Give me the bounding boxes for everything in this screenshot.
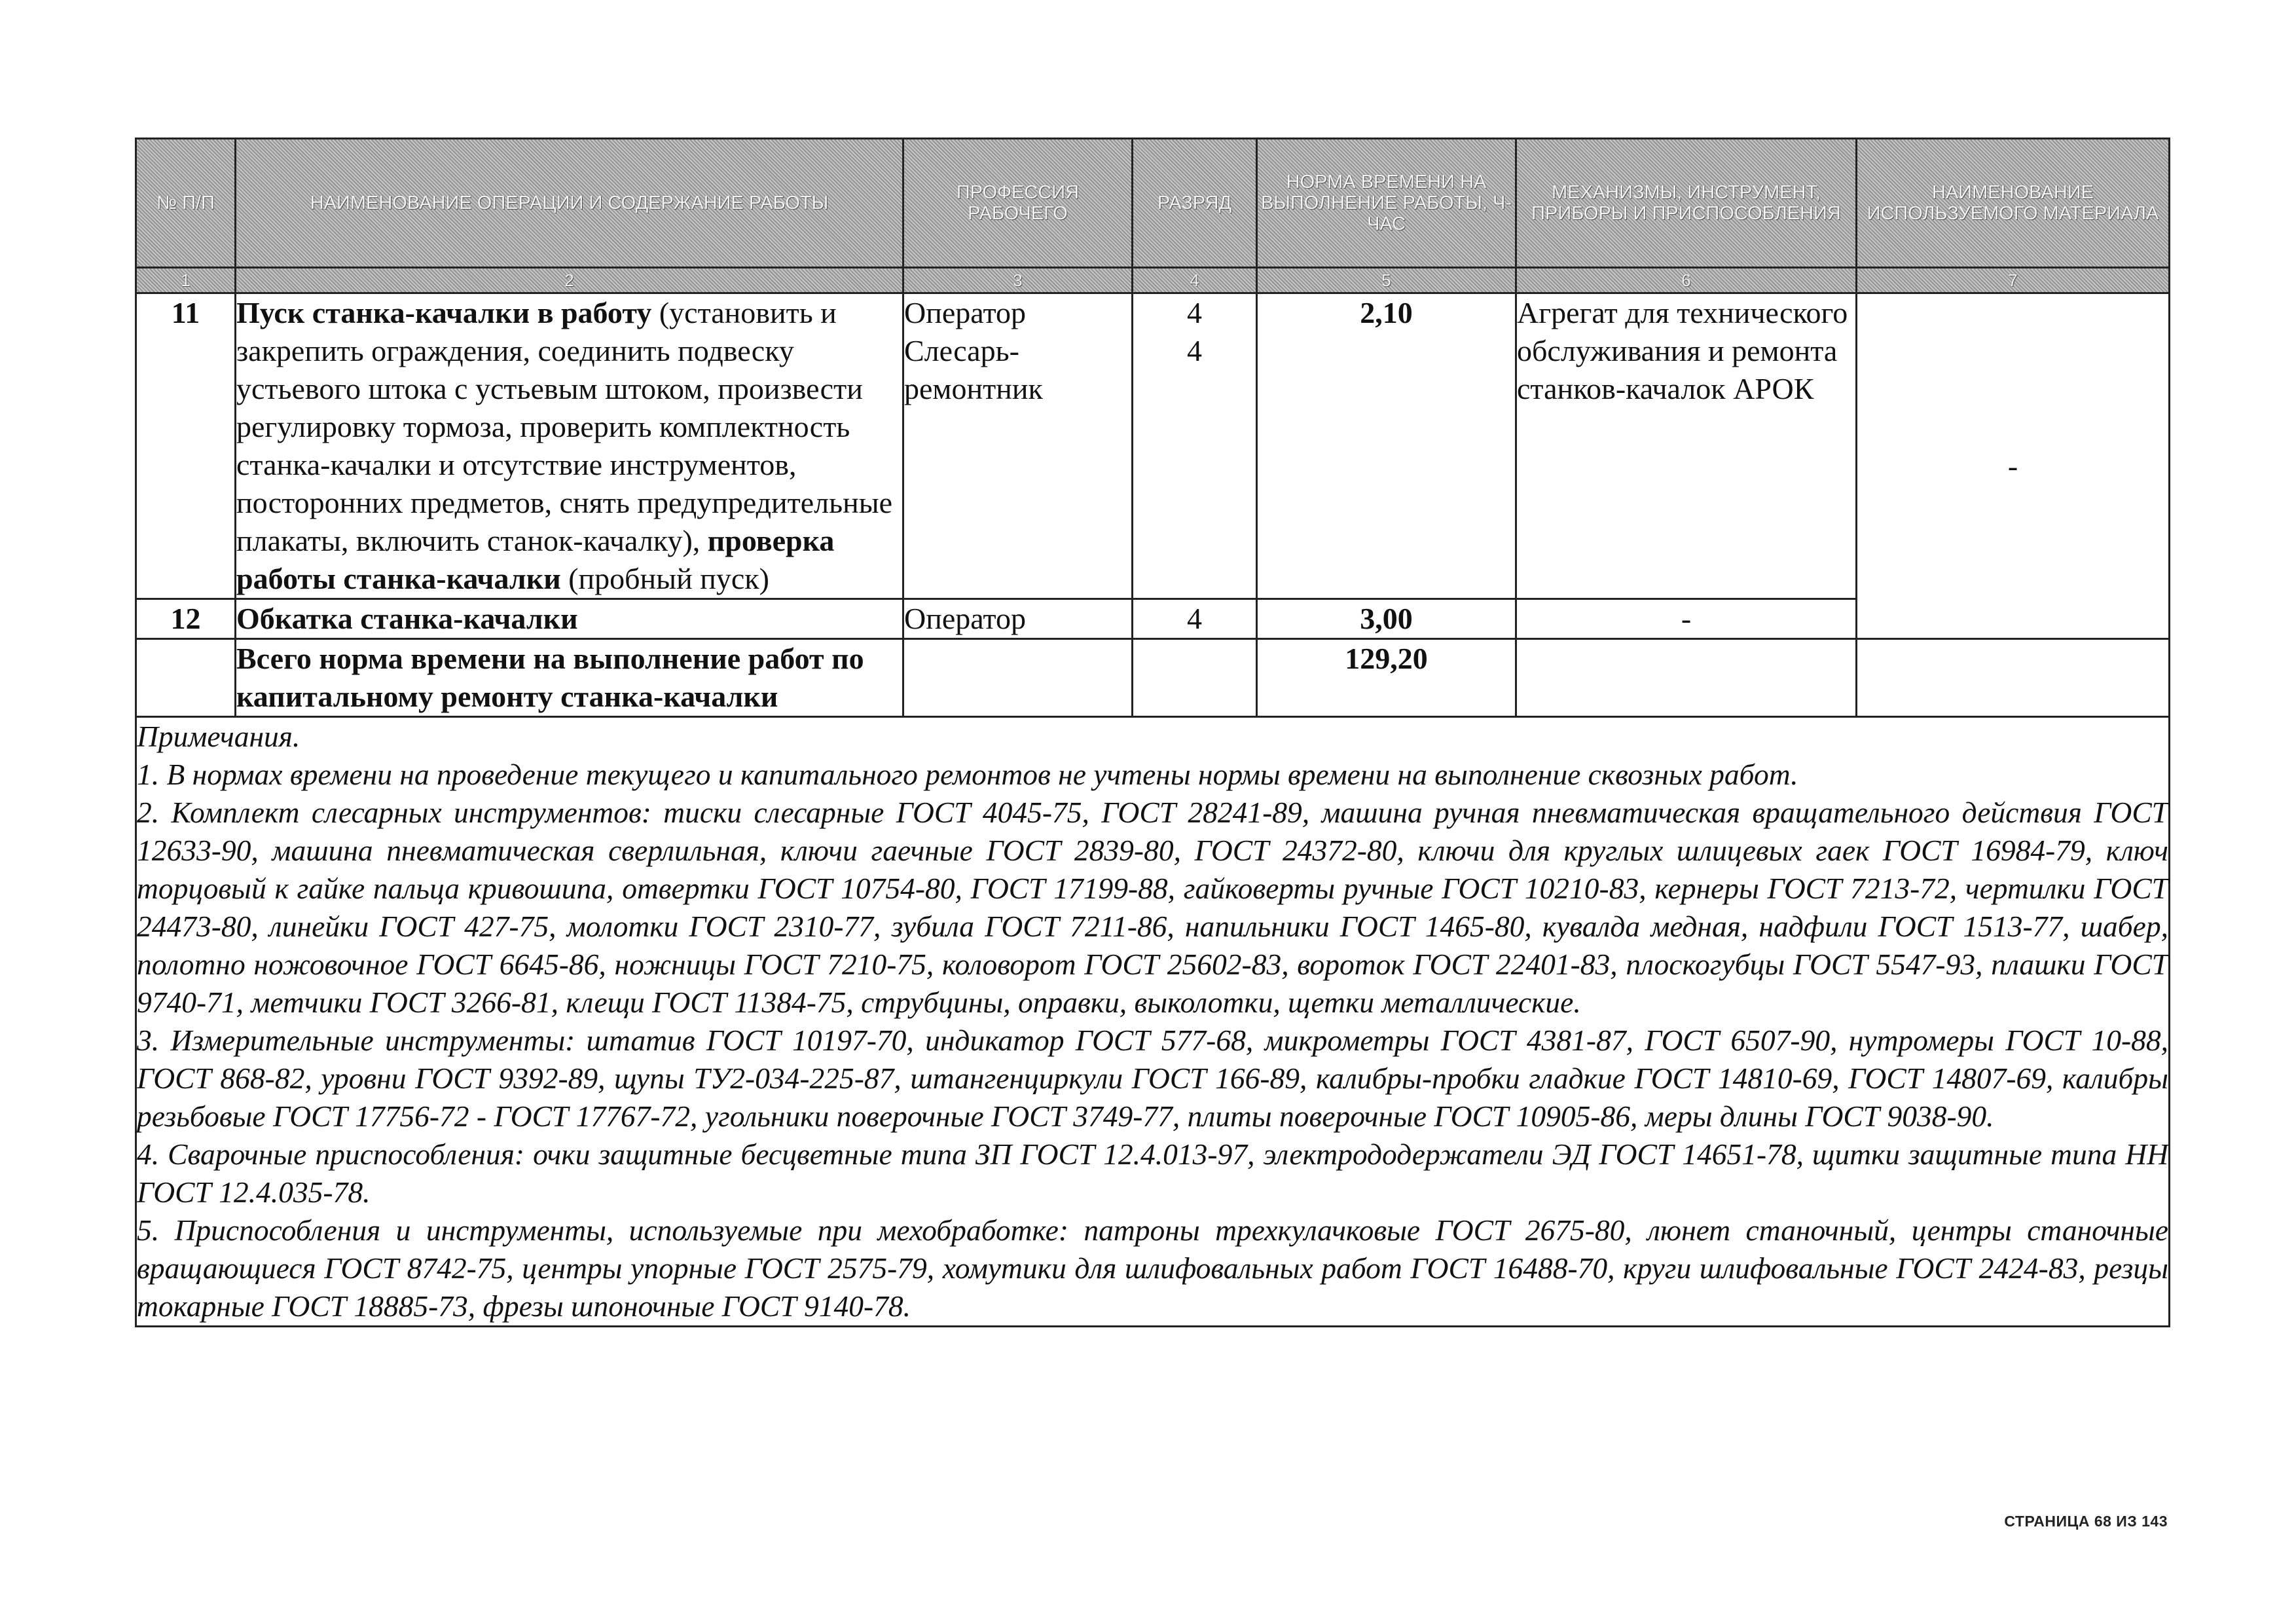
column-number-row — [136, 268, 2170, 293]
equipment: Агрегат для технического обслуживания и ремонта станков-качалок АРОК — [1516, 293, 1857, 599]
notes-title: Примечания. — [137, 720, 301, 753]
note-item: 1. В нормах времени на проведение текущего и капитального ремонтов не учтены нормы времени на выполнение сквозных работ. — [137, 758, 1798, 791]
header-num: № П/П — [136, 139, 236, 268]
empty-cell — [903, 639, 1133, 717]
header-operation: НАИМЕНОВАНИЕ ОПЕРАЦИИ И СОДЕРЖАНИЕ РАБОТЫ — [236, 139, 903, 268]
table-row — [136, 293, 2170, 599]
header-norm: НОРМА ВРЕМЕНИ НА ВЫПОЛНЕНИЕ РАБОТЫ, Ч-ЧАС — [1257, 139, 1516, 268]
note-item: 4. Сварочные приспособления: очки защитные бесцветные типа ЗП ГОСТ 12.4.013-97, электрододержатели ЭД ГОСТ 14651-78, щитки защитные типа НН ГОСТ 12.4.035-78. — [137, 1137, 2168, 1209]
column-number: 1 — [136, 268, 236, 293]
empty-cell — [1516, 639, 1857, 717]
profession-cell — [903, 293, 1133, 599]
empty-cell — [1857, 639, 2170, 717]
column-number: 7 — [1857, 268, 2170, 293]
header-equipment: МЕХАНИЗМЫ, ИНСТРУМЕНТ, ПРИБОРЫ И ПРИСПОСОБЛЕНИЯ — [1516, 139, 1857, 268]
total-row — [136, 639, 2170, 717]
header-grade: РАЗРЯД — [1133, 139, 1257, 268]
note-item: 5. Приспособления и инструменты, используемые при мехобработке: патроны трехкулачковые ГОСТ 2675-80, люнет станочный, центры станочные вращающиеся ГОСТ 8742-75, центры упорные ГОСТ 2575-79, хомутики для шлифовальных работ ГОСТ 16488-70, круги шлифовальные ГОСТ 2424-83, резцы токарные ГОСТ 18885-73, фрезы шпоночные ГОСТ 9140-78. — [137, 1213, 2168, 1323]
column-number: 6 — [1516, 268, 1857, 293]
column-number: 2 — [236, 268, 903, 293]
column-number: 3 — [903, 268, 1133, 293]
notes — [136, 717, 2170, 1327]
equipment: - — [1516, 599, 1857, 639]
profession: Слесарь-ремонтник — [904, 334, 1043, 405]
operation-title: Обкатка станка-качалки — [236, 599, 903, 639]
profession: Оператор — [904, 296, 1026, 329]
operation-title: Пуск станка-качалки в работу — [236, 296, 652, 329]
profession: Оператор — [903, 599, 1133, 639]
grade: 4 — [1187, 296, 1202, 329]
notes-row — [136, 717, 2170, 1327]
column-number: 4 — [1133, 268, 1257, 293]
page-number: СТРАНИЦА 68 ИЗ 143 — [2004, 1513, 2168, 1530]
material: - — [1857, 293, 2170, 639]
operation-title-2: проверка работы станка-качалки — [236, 524, 835, 595]
header-row — [136, 139, 2170, 268]
header-profession: ПРОФЕССИЯ РАБОЧЕГО — [903, 139, 1133, 268]
time-norm: 2,10 — [1257, 293, 1516, 599]
grade: 4 — [1133, 599, 1257, 639]
time-norm: 3,00 — [1257, 599, 1516, 639]
header-material: НАИМЕНОВАНИЕ ИСПОЛЬЗУЕМОГО МАТЕРИАЛА — [1857, 139, 2170, 268]
note-item: 2. Комплект слесарных инструментов: тиски слесарные ГОСТ 4045-75, ГОСТ 28241-89, машина ручная пневматическая вращательного действия ГОСТ 12633-90, машина пневматическая сверлильная, ключи гаечные ГОСТ 2839-80, ГОСТ 24372-80, ключи для круглых шлицевых гаек ГОСТ 16984-79, ключ торцовый к гайке пальца кривошипа, отвертки ГОСТ 10754-80, ГОСТ 17199-88, гайковерты ручные ГОСТ 10210-83, кернеры ГОСТ 7213-72, чертилки ГОСТ 24473-80, линейки ГОСТ 427-75, молотки ГОСТ 2310-77, зубила ГОСТ 7211-86, напильники ГОСТ 1465-80, кувалда медная, надфили ГОСТ 1513-77, шабер, полотно ножовочное ГОСТ 6645-86, ножницы ГОСТ 7210-75, коловорот ГОСТ 25602-83, вороток ГОСТ 22401-83, плоскогубцы ГОСТ 5547-93, плашки ГОСТ 9740-71, метчики ГОСТ 3266-81, клещи ГОСТ 11384-75, струбцины, оправки, выколотки, щетки металлические. — [137, 796, 2168, 1019]
row-number: 12 — [136, 599, 236, 639]
empty-cell — [1133, 639, 1257, 717]
total-label: Всего норма времени на выполнение работ по капитальному ремонту станка-качалки — [236, 639, 903, 717]
operation-details-2: (пробный пуск) — [560, 562, 769, 595]
grade-cell — [1133, 293, 1257, 599]
column-number: 5 — [1257, 268, 1516, 293]
operation-details: (установить и закрепить ограждения, соединить подвеску устьевого штока с устьевым штоком, произвести регулировку тормоза, проверить комплектность станка-качалки и отсутствие инструментов, посторонних предметов, снять предупредительные плакаты, включить станок-качалку), — [236, 296, 893, 557]
empty-cell — [136, 639, 236, 717]
total-value: 129,20 — [1257, 639, 1516, 717]
operation-description — [236, 293, 903, 599]
grade: 4 — [1187, 334, 1202, 367]
row-number: 11 — [136, 293, 236, 599]
operations-table — [135, 138, 2170, 1327]
note-item: 3. Измерительные инструменты: штатив ГОСТ 10197-70, индикатор ГОСТ 577-68, микрометры ГОСТ 4381-87, ГОСТ 6507-90, нутромеры ГОСТ 10-88, ГОСТ 868-82, уровни ГОСТ 9392-89, щупы ТУ2-034-225-87, штангенциркули ГОСТ 166-89, калибры-пробки гладкие ГОСТ 14810-69, ГОСТ 14807-69, калибры резьбовые ГОСТ 17756-72 - ГОСТ 17767-72, угольники поверочные ГОСТ 3749-77, плиты поверочные ГОСТ 10905-86, меры длины ГОСТ 9038-90. — [137, 1024, 2168, 1133]
